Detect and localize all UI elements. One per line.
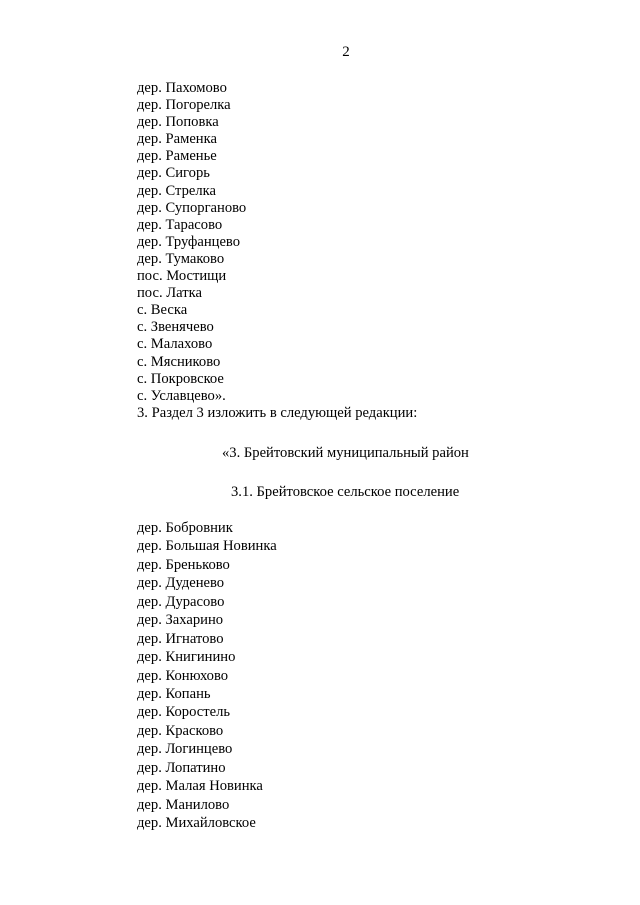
list-item: дер. Михайловское [137,815,256,831]
amendment-instruction: 3. Раздел 3 изложить в следующей редакции: [137,405,418,421]
list-item: дер. Труфанцево [137,233,241,250]
list-item: дер. Раменка [137,131,217,148]
list-item: дер. Красково [137,722,224,739]
list-item: дер. Стрелка [137,182,216,199]
list-item: дер. Дурасово [137,593,225,610]
list-item: дер. Манилово [137,796,230,813]
list-item: дер. Большая Новинка [137,538,277,555]
list-item: дер. Коростель [137,704,231,721]
section-heading: «3. Брейтовский муниципальный район [222,445,469,461]
list-item: дер. Сигорь [137,165,210,182]
list-item: пос. Мостищи [137,268,227,285]
list-item: дер. Погорелка [137,97,231,114]
settlement-list [137,519,277,832]
list-item: дер. Конюхово [137,667,229,684]
list-item: с. Звенячево [137,319,214,336]
list-item: с. Мясниково [137,353,221,370]
page-number: 2 [342,44,350,60]
list-item: с. Покровское [137,370,224,387]
list-item: дер. Логинцево [137,741,233,758]
list-item: дер. Тумаково [137,250,225,267]
list-item: дер. Дуденево [137,575,225,592]
list-item: с. Уславцево». [137,387,226,404]
list-item: дер. Поповка [137,114,219,131]
list-item: дер. Бреньково [137,556,230,573]
list-item: с. Малахово [137,336,213,353]
settlement-list-continued [137,80,246,405]
list-item: дер. Книгинино [137,649,236,666]
list-item: дер. Пахомово [137,80,227,96]
list-item: дер. Тарасово [137,216,223,233]
list-item: дер. Игнатово [137,630,224,647]
list-item: дер. Лопатино [137,759,226,776]
list-item: дер. Малая Новинка [137,778,263,795]
list-item: с. Веска [137,302,188,319]
list-item: дер. Захарино [137,612,224,629]
list-item: дер. Раменье [137,148,217,165]
list-item: дер. Супорганово [137,199,247,216]
subsection-heading: 3.1. Брейтовское сельское поселение [231,484,460,500]
list-item: пос. Латка [137,285,202,302]
list-item: дер. Копань [137,685,211,702]
list-item: дер. Бобровник [137,520,233,536]
